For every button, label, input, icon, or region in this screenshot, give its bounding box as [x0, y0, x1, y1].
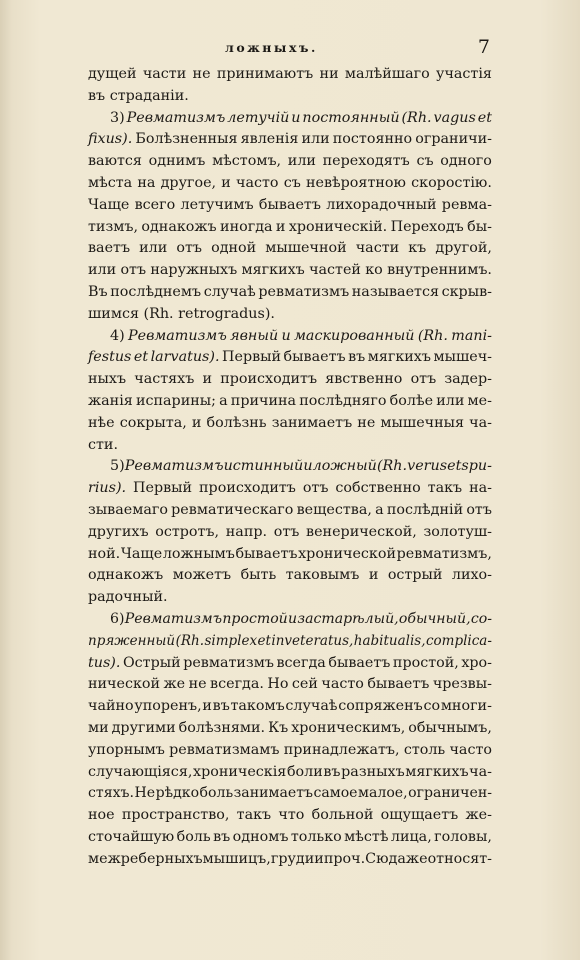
- word: или: [88, 262, 117, 279]
- word: болѣзнь: [206, 414, 267, 431]
- word: часто: [236, 174, 279, 191]
- word: ко: [365, 262, 383, 279]
- word: столь: [403, 741, 446, 758]
- word: ограничен-: [408, 785, 492, 802]
- word: лица,: [390, 828, 432, 845]
- word: spu-: [461, 458, 492, 475]
- word: напр.: [225, 523, 268, 540]
- text-line: [88, 238, 492, 260]
- word: съ: [283, 174, 301, 191]
- word: съ: [416, 153, 434, 170]
- word: Первый: [222, 349, 282, 366]
- word: мышеч-: [433, 349, 492, 366]
- word: Ревматизмъ: [124, 458, 224, 475]
- word: на: [137, 174, 156, 191]
- word: частей: [309, 262, 361, 279]
- word: отъ: [120, 262, 147, 279]
- word: не: [188, 676, 207, 693]
- word: и: [202, 371, 213, 388]
- word: летучимъ: [180, 196, 254, 213]
- text-line: [88, 435, 492, 457]
- word: упорнымъ: [88, 741, 165, 758]
- text-line: [88, 456, 492, 478]
- word: наружныхъ: [150, 262, 238, 279]
- word: невѣроятною: [306, 174, 406, 191]
- word: болѣе: [389, 392, 434, 409]
- word: Чаще: [120, 545, 163, 562]
- word: 6): [110, 610, 125, 627]
- body-text: [88, 64, 492, 870]
- word: и: [303, 458, 313, 475]
- word: со-: [470, 610, 492, 627]
- word: ограничи-: [415, 131, 492, 148]
- text-line: [88, 500, 492, 522]
- word: (Rh.: [417, 327, 448, 344]
- word: мышечной: [265, 240, 347, 257]
- word: испарины;: [135, 392, 216, 409]
- word: нической: [88, 676, 161, 693]
- word: отъ: [302, 480, 329, 497]
- word: остротъ,: [155, 523, 220, 540]
- word: ме-: [467, 392, 492, 409]
- word: мѣста: [88, 174, 133, 191]
- word: переходятъ: [322, 153, 410, 170]
- text-line: [88, 326, 492, 348]
- text-line: [88, 783, 492, 805]
- word: самое: [313, 785, 358, 802]
- word: на-: [469, 480, 492, 497]
- word: упоренъ,: [134, 698, 202, 715]
- word: mani-: [451, 327, 492, 344]
- word: часто: [449, 741, 492, 758]
- word: ревматическаго: [171, 501, 294, 518]
- word: занимаетъ: [233, 785, 313, 802]
- word: случающіяся,: [88, 763, 193, 780]
- word: и: [368, 567, 379, 584]
- word: habitualis,: [353, 632, 426, 649]
- word: явный: [230, 327, 279, 344]
- word: ревматизмъ: [258, 283, 350, 300]
- text-line: [88, 544, 492, 566]
- text-line: [88, 718, 492, 740]
- word: застарѣлый,: [297, 610, 399, 627]
- word: однимъ: [148, 153, 206, 170]
- word: (Rh.: [175, 632, 204, 649]
- word: такъ: [427, 480, 463, 497]
- word: хроническимъ,: [291, 719, 406, 736]
- word: Ревматизмъ: [126, 109, 226, 126]
- word: или: [436, 392, 465, 409]
- text-line: [88, 653, 492, 675]
- word: чрезвы-: [432, 676, 492, 693]
- word: ревматизмъ: [183, 654, 274, 671]
- word: мягкихъ: [405, 763, 469, 780]
- word: ваются: [88, 153, 142, 170]
- word: въ: [348, 349, 366, 366]
- word: ное: [88, 807, 115, 824]
- word: бываетъ: [328, 654, 391, 671]
- word: только: [290, 828, 342, 845]
- word: малое,: [358, 785, 408, 802]
- word: другихъ: [88, 523, 149, 540]
- word: одной: [211, 240, 257, 257]
- word: пространство,: [121, 807, 230, 824]
- word: мѣстѣ: [344, 828, 389, 845]
- word: частяхъ: [134, 371, 195, 388]
- word: Къ: [268, 719, 289, 736]
- text-line: [88, 413, 492, 435]
- word: ощущаетъ: [380, 807, 459, 824]
- word: въ: [212, 698, 230, 715]
- word: 4): [110, 327, 125, 344]
- word: чайно: [88, 698, 134, 715]
- word: обычный,: [398, 610, 471, 627]
- word: явленія: [240, 131, 299, 148]
- word: послѣдній: [386, 501, 464, 518]
- word: можетъ: [172, 567, 232, 584]
- word: не: [357, 414, 376, 431]
- word: и: [314, 850, 324, 867]
- text-line: [88, 478, 492, 500]
- word: же: [405, 850, 428, 867]
- word: обычнымъ,: [408, 719, 492, 736]
- word: et: [477, 109, 492, 126]
- word: проч.: [323, 850, 366, 867]
- word: отъ: [410, 371, 437, 388]
- word: зываемаго: [88, 501, 168, 518]
- word: такъ: [236, 807, 272, 824]
- word: внутреннимъ.: [387, 262, 492, 279]
- word: межреберныхъ: [88, 850, 203, 867]
- word: simplex: [204, 632, 258, 649]
- word: же-: [465, 807, 492, 824]
- word: послѣдняго: [299, 392, 387, 409]
- word: лихо-: [451, 567, 492, 584]
- word: Ревматизмъ: [124, 610, 223, 627]
- word: причина: [230, 392, 297, 409]
- word: въ: [213, 828, 231, 845]
- word: Но: [267, 676, 289, 693]
- word: простой: [222, 610, 288, 627]
- word: принадлежатъ,: [283, 741, 400, 758]
- word: пряженный: [88, 632, 176, 649]
- word: сокрыта,: [119, 414, 187, 431]
- word: летучій: [227, 109, 290, 126]
- word: ныхъ: [88, 371, 127, 388]
- word: однакожъ: [141, 218, 217, 235]
- text-line: [88, 565, 492, 587]
- text-line: [88, 217, 492, 239]
- word: простой,: [392, 654, 459, 671]
- word: одномъ: [232, 828, 289, 845]
- text-line: [88, 631, 492, 653]
- word: скрыв-: [441, 283, 492, 300]
- word: сопряженъ: [338, 698, 423, 715]
- word: (Rh.: [376, 458, 408, 475]
- word: въ страданіи.: [88, 87, 189, 104]
- text-line: [88, 849, 492, 871]
- word: Въ: [88, 283, 108, 300]
- text-line: [88, 108, 492, 130]
- word: et: [257, 632, 271, 649]
- word: быть: [240, 567, 277, 584]
- text-line: [88, 587, 492, 609]
- word: венерической,: [306, 523, 417, 540]
- word: въ: [323, 763, 341, 780]
- word: хроническія: [193, 763, 287, 780]
- word: больной: [311, 807, 374, 824]
- word: ча-: [469, 763, 492, 780]
- word: Ревматизмъ: [128, 327, 227, 344]
- word: fixus).: [88, 131, 133, 148]
- word: иногда: [220, 218, 273, 235]
- word: не: [192, 66, 211, 82]
- page-header: [90, 36, 490, 62]
- text-line: [88, 347, 492, 369]
- word: одного: [440, 153, 492, 170]
- word: относят-: [427, 850, 492, 867]
- word: случаѣ: [203, 283, 256, 300]
- word: бываетъ: [367, 676, 430, 693]
- word: же: [163, 676, 186, 693]
- word: хроническій.: [288, 218, 388, 235]
- text-line: [88, 522, 492, 544]
- word: разныхъ: [341, 763, 405, 780]
- word: происходитъ: [199, 480, 296, 497]
- word: rius).: [88, 480, 127, 497]
- word: Болѣзненныя: [135, 131, 238, 148]
- word: участія: [436, 66, 492, 82]
- word: рѣдко: [155, 785, 200, 802]
- word: истинный: [223, 458, 304, 475]
- word: Не: [134, 785, 156, 802]
- word: ревма-: [441, 196, 492, 213]
- word: боли: [286, 763, 323, 780]
- word: мышечныя: [380, 414, 465, 431]
- word: всего: [134, 196, 176, 213]
- word: et: [133, 349, 149, 366]
- word: бываетъ: [258, 196, 321, 213]
- word: отъ: [273, 523, 300, 540]
- word: отъ: [176, 240, 202, 257]
- word: называется: [351, 283, 439, 300]
- word: или: [139, 240, 168, 257]
- word: сточайшую: [88, 828, 175, 845]
- text-line: [88, 391, 492, 413]
- word: вещества,: [296, 501, 372, 518]
- word: ревматизмъ,: [396, 545, 492, 562]
- word: всегда.: [210, 676, 264, 693]
- text-line: [88, 740, 492, 762]
- word: ми: [88, 719, 109, 736]
- word: ча-: [469, 414, 492, 431]
- word: и: [281, 327, 291, 344]
- word: постоянно: [332, 131, 413, 148]
- word: золотуш-: [423, 523, 492, 540]
- word: явственно: [325, 371, 403, 388]
- word: vagus: [433, 109, 476, 126]
- word: или: [287, 153, 316, 170]
- word: бываетъ: [235, 545, 298, 562]
- word: и: [291, 109, 301, 126]
- word: такомъ: [230, 698, 285, 715]
- word: занимаетъ: [271, 414, 353, 431]
- word: малѣйшаго: [344, 66, 430, 82]
- word: лихорадочный: [326, 196, 437, 213]
- word: ложный: [312, 458, 377, 475]
- word: а: [375, 501, 384, 518]
- text-line: [88, 805, 492, 827]
- word: ложнымъ: [162, 545, 235, 562]
- word: festus: [88, 349, 132, 366]
- word: или: [301, 131, 330, 148]
- word: мягкихъ: [367, 349, 431, 366]
- word: бы-: [467, 218, 492, 235]
- word: всегда: [276, 654, 326, 671]
- word: жанія: [88, 392, 133, 409]
- word: таковымъ: [285, 567, 360, 584]
- word: однакожъ: [88, 567, 164, 584]
- word: къ: [408, 240, 427, 257]
- word: и: [202, 698, 212, 715]
- word: головы,: [434, 828, 492, 845]
- word: сей: [291, 676, 318, 693]
- word: ваетъ: [88, 240, 131, 257]
- text-line: [88, 86, 492, 108]
- word: болѣзнями.: [178, 719, 266, 736]
- text-line: [88, 369, 492, 391]
- word: боль: [199, 785, 234, 802]
- text-line: [88, 762, 492, 784]
- word: что: [278, 807, 305, 824]
- word: хронической: [298, 545, 396, 562]
- text-line: [88, 282, 492, 304]
- word: Переходъ: [390, 218, 464, 235]
- text-line: [88, 827, 492, 849]
- word: многи-: [440, 698, 492, 715]
- text-line: [88, 609, 492, 631]
- word: стяхъ.: [88, 785, 134, 802]
- word: часто: [321, 676, 364, 693]
- text-line: [88, 151, 492, 173]
- page-number: 7: [477, 36, 490, 58]
- word: принимаютъ: [216, 66, 314, 82]
- word: маскированный: [294, 327, 415, 344]
- word: послѣднемъ: [110, 283, 202, 300]
- word: et: [447, 458, 462, 475]
- word: Острый: [122, 654, 181, 671]
- text-line: [88, 696, 492, 718]
- word: со: [423, 698, 441, 715]
- word: ревматизмамъ: [169, 741, 280, 758]
- text-line: [88, 304, 492, 326]
- word: постоянный: [302, 109, 400, 126]
- text-line: [88, 173, 492, 195]
- word: радочный.: [88, 589, 168, 606]
- word: хро-: [461, 654, 492, 671]
- word: мягкихъ: [241, 262, 305, 279]
- word: мѣстомъ,: [212, 153, 282, 170]
- word: ни: [319, 66, 339, 82]
- word: части: [355, 240, 400, 257]
- word: complica-: [425, 632, 492, 649]
- word: скоростію.: [411, 174, 492, 191]
- text-line: [88, 195, 492, 217]
- word: отъ: [466, 501, 492, 518]
- word: Сюда: [365, 850, 406, 867]
- word: larvatus).: [150, 349, 220, 366]
- word: острый: [387, 567, 443, 584]
- word: 3): [110, 109, 125, 126]
- word: и: [275, 218, 286, 235]
- word: случаѣ: [285, 698, 338, 715]
- word: 5): [110, 458, 125, 475]
- text-line: [88, 260, 492, 282]
- word: inveteratus,: [271, 632, 354, 649]
- word: тизмъ,: [88, 218, 138, 235]
- word: ной.: [88, 545, 121, 562]
- word: другое,: [160, 174, 217, 191]
- word: мышицъ,: [202, 850, 271, 867]
- word: и: [288, 610, 298, 627]
- word: боль: [176, 828, 211, 845]
- word: Чаще: [88, 196, 130, 213]
- word: другой,: [435, 240, 492, 257]
- word: а: [219, 392, 228, 409]
- word: бываетъ: [283, 349, 346, 366]
- word: tus).: [88, 654, 121, 671]
- word: (Rh.: [401, 109, 432, 126]
- word: собственно: [335, 480, 421, 497]
- word: нѣе: [88, 414, 115, 431]
- text-line: [88, 129, 492, 151]
- word: задер-: [444, 371, 492, 388]
- running-head: ложныхъ.: [225, 40, 318, 55]
- word: Первый: [133, 480, 193, 497]
- text-line: [88, 64, 492, 86]
- word: груди: [270, 850, 315, 867]
- word: части: [142, 66, 187, 82]
- word: verus: [407, 458, 448, 475]
- word: другими: [111, 719, 176, 736]
- word: сти.: [88, 436, 118, 453]
- word: и: [191, 414, 202, 431]
- word: и: [221, 174, 231, 191]
- word: происходитъ: [220, 371, 318, 388]
- word: дущей: [88, 66, 137, 82]
- word: шимся (Rh. retrogradus).: [88, 305, 275, 322]
- text-line: [88, 674, 492, 696]
